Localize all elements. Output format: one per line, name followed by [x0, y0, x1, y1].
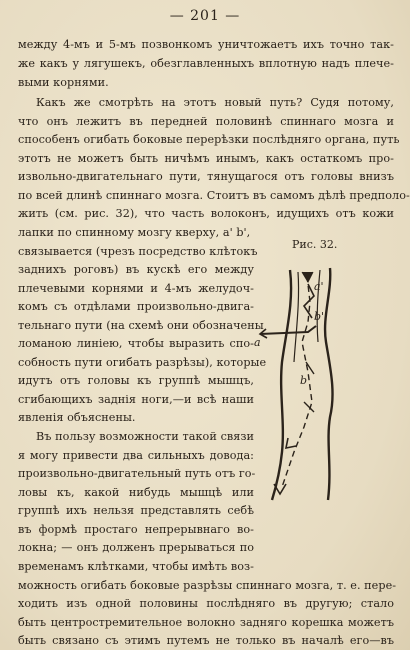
- text-line: ловы къ, какой нибудь мышцѣ или: [18, 486, 254, 499]
- text-line: можность огибать боковые разрѣзы спиннаго мозга, т. е. пере-: [18, 579, 397, 592]
- text-line: быть центростремительное волокно задняго корешка можетъ: [18, 616, 394, 629]
- text-line: быть связано съ этимъ путемъ не только въ началѣ его—въ: [18, 634, 394, 647]
- label-a-prime: a': [314, 280, 324, 293]
- text-line: извольно-двигательнаго пути, тянущагося отъ головы внизъ: [18, 170, 394, 183]
- top-arrow: [302, 272, 313, 282]
- text-line: ломаною линіею, чтобы выразить спо-: [18, 337, 254, 350]
- text-line: способенъ огибать боковые перерѣзки послѣдняго органа, путь: [18, 133, 400, 146]
- text-line: временамъ клѣтками, чтобы имѣть воз-: [18, 560, 254, 573]
- text-line: заднихъ роговъ) въ кускѣ его между: [18, 263, 254, 276]
- text-line: группѣ ихъ нельзя представлять себѣ: [18, 504, 254, 517]
- text-line: же какъ у лягушекъ, обезглавленныхъ вплотную надъ плече-: [18, 57, 394, 70]
- text-line: плечевыми корнями и 4-мъ желудоч-: [18, 282, 254, 295]
- pathway-dashed: [282, 276, 312, 487]
- text-line: по всей длинѣ спиннаго мозга. Стоитъ въ самомъ дѣлѣ предполо-: [18, 189, 410, 202]
- page-number: — 201 —: [169, 8, 241, 24]
- text-line: локна; — онъ долженъ прерываться по: [18, 541, 254, 554]
- cord-inner-left: [294, 272, 299, 362]
- cord-outline-right: [325, 268, 332, 500]
- text-line: жить (см. рис. 32), что часть волоконъ, идущихъ отъ кожи: [18, 207, 394, 220]
- cord-outline-left: [272, 270, 291, 500]
- label-b-prime: b': [314, 310, 325, 323]
- text-line: ходить изъ одной половины послѣдняго въ другую; стало: [18, 597, 394, 610]
- text-line: идутъ отъ головы къ группѣ мышцъ,: [18, 374, 254, 387]
- text-line: сгибающихъ заднія ноги,—и всѣ наши: [18, 393, 254, 406]
- text-line: явленія объяснены.: [18, 411, 136, 424]
- text-line: собность пути огибать разрѣзы), которые: [18, 356, 267, 369]
- text-line: связывается (чрезъ посредство клѣтокъ: [18, 245, 258, 258]
- text-line: произвольно-двигательный путь отъ го-: [18, 467, 256, 480]
- text-line: что онъ лежитъ въ передней половинѣ спиннаго мозга и: [18, 115, 394, 128]
- text-line: выми корнями.: [18, 76, 109, 89]
- lower-arrow: [286, 438, 296, 448]
- text-line: Въ пользу возможности такой связи: [36, 430, 254, 443]
- figure-caption: Рис. 32.: [292, 238, 338, 251]
- text-line: этотъ не можетъ быть ничѣмъ инымъ, какъ остаткомъ про-: [18, 152, 394, 165]
- text-line: комъ съ отдѣлами произвольно-двига-: [18, 300, 254, 313]
- label-b: b: [300, 374, 308, 387]
- text-line: въ формѣ простаго непрерывнаго во-: [18, 523, 254, 536]
- text-line: Какъ же смотрѣть на этотъ новый путь? Судя потому,: [36, 96, 394, 109]
- text-line: я могу привести два сильныхъ довода:: [18, 449, 254, 462]
- mid-stroke: [304, 362, 314, 412]
- label-a: a: [254, 336, 261, 349]
- text-line: тельнаго пути (на схемѣ они обозначены: [18, 319, 264, 332]
- text-line: между 4-мъ и 5-мъ позвонкомъ уничтожаетъ ихъ точно так-: [18, 38, 394, 51]
- spinal-cord-diagram: [252, 262, 372, 502]
- text-line: лапки по спинному мозгу кверху, a' b',: [18, 226, 251, 239]
